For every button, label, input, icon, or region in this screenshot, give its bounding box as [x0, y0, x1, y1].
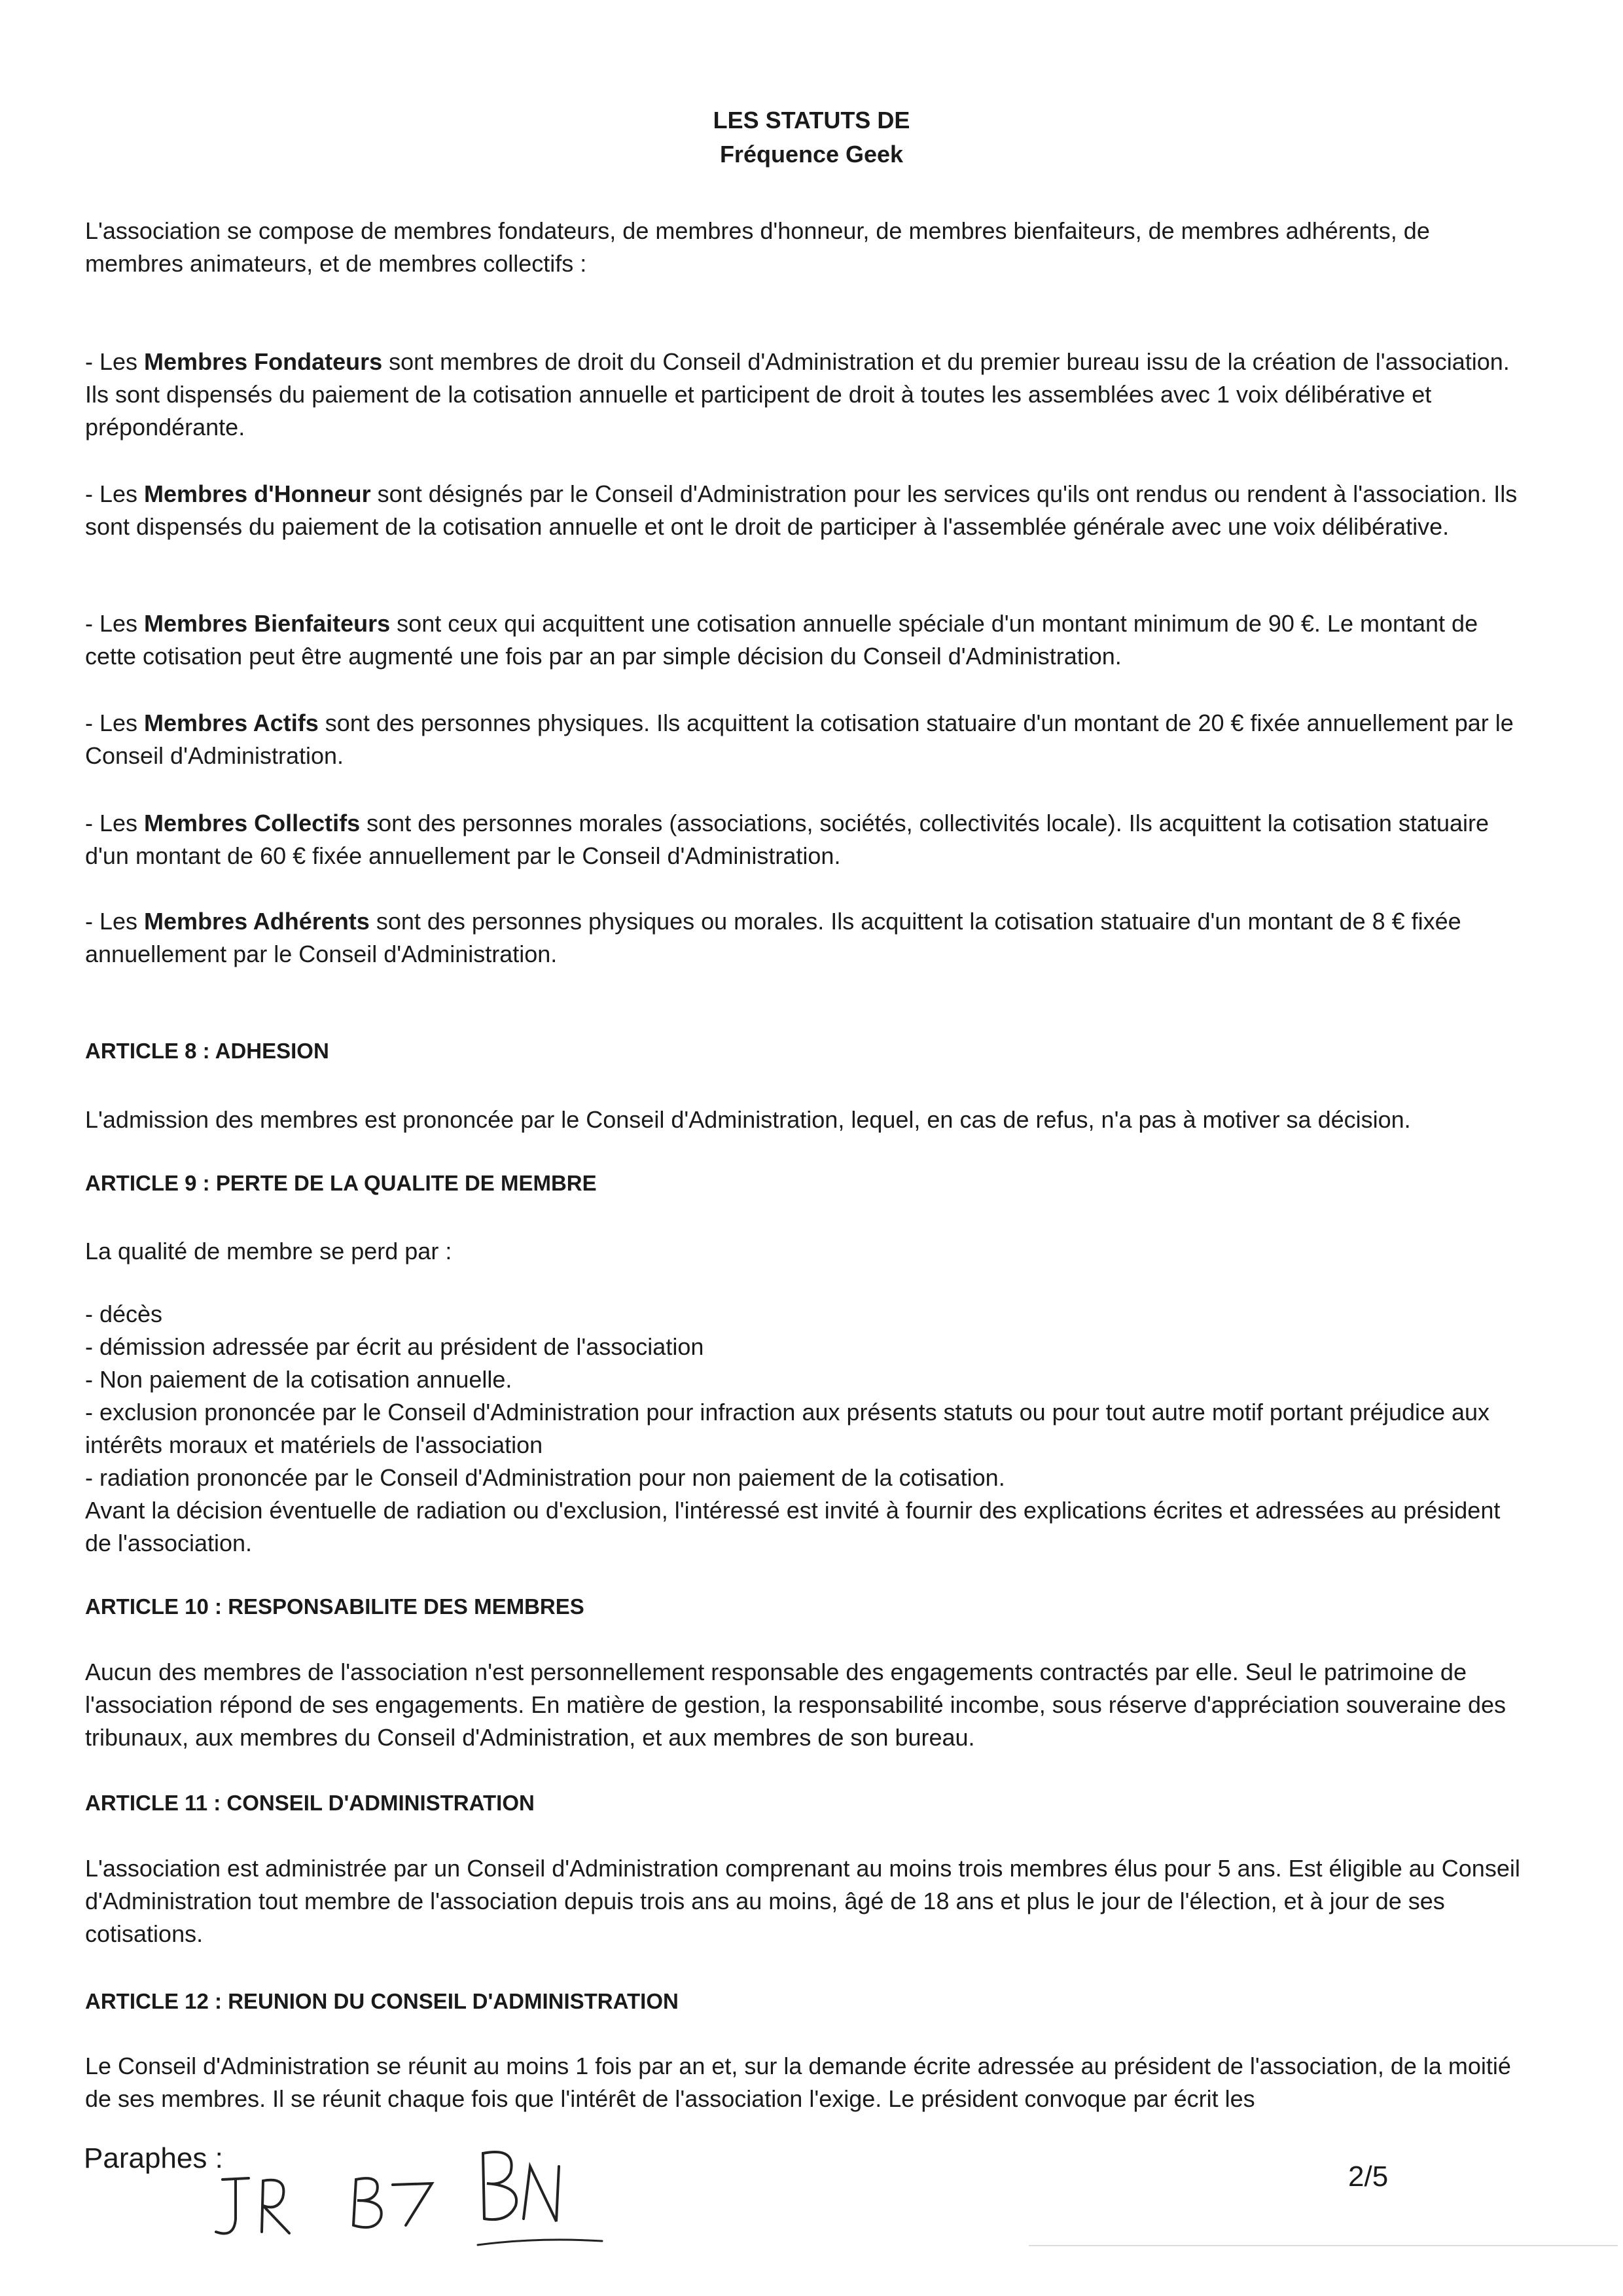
article-8-heading: ARTICLE 8 : ADHESION	[85, 1039, 329, 1063]
article-12-heading: ARTICLE 12 : REUNION DU CONSEIL D'ADMINISTRATION	[85, 1989, 679, 2013]
paraphes-label: Paraphes :	[84, 2142, 223, 2174]
list-item: - décès	[85, 1300, 163, 1327]
member-fondateurs: - Les Membres Fondateurs sont membres de droit du Conseil d'Administration et du premier bureau issu de la création de l'association. Ils sont dispensés du paiement de la cotisation annuelle et participent de droit à toutes les assemblées avec 1 voix délibérative et prépondérante.	[85, 348, 1510, 440]
scan-edge-line	[1029, 2245, 1618, 2246]
article-10-text: Aucun des membres de l'association n'est personnellement responsable des engagements contractés par elle. Seul le patrimoine de l'association répond de ses engagements. En matière de gestion, la responsabilité incombe, sous réserve d'appréciation souveraine des tribunaux, aux membres du Conseil d'Administration, et aux membres de son bureau.	[85, 1659, 1507, 1751]
document-title: LES STATUTS DE	[713, 107, 910, 134]
article-9-intro: La qualité de membre se perd par :	[85, 1238, 452, 1265]
intro-paragraph: L'association se compose de membres fondateurs, de membres d'honneur, de membres bienfaiteurs, de membres adhérents, de membres animateurs, et de membres collectifs :	[85, 217, 1430, 277]
association-name: Fréquence Geek	[719, 141, 904, 168]
list-item: - Non paiement de la cotisation annuelle.	[85, 1366, 512, 1393]
member-honneur: - Les Membres d'Honneur sont désignés par le Conseil d'Administration pour les services qu'ils ont rendus ou rendent à l'association. Ils sont dispensés du paiement de la cotisation annuelle et ont le droit de participer à l'assemblée générale avec une voix délibérative.	[85, 480, 1518, 540]
page-number: 2/5	[1348, 2161, 1389, 2193]
article-11-text: L'association est administrée par un Conseil d'Administration comprenant au moins trois membres élus pour 5 ans. Est éligible au Conseil d'Administration tout membre de l'association depuis trois ans au moins, âgé de 18 ans et plus le jour de l'élection, et à jour de ses cotisations.	[85, 1855, 1520, 1947]
list-item: - démission adressée par écrit au président de l'association	[85, 1333, 704, 1360]
member-actifs: - Les Membres Actifs sont des personnes physiques. Ils acquittent la cotisation statuaire d'un montant de 20 € fixée annuellement par le Conseil d'Administration.	[85, 709, 1514, 769]
article-9-heading: ARTICLE 9 : PERTE DE LA QUALITE DE MEMBRE	[85, 1171, 597, 1195]
article-8-text: L'admission des membres est prononcée par le Conseil d'Administration, lequel, en cas de refus, n'a pas à motiver sa décision.	[85, 1106, 1411, 1133]
article-12-text: Le Conseil d'Administration se réunit au moins 1 fois par an et, sur la demande écrite adressée au président de l'association, de la moitié de ses membres. Il se réunit chaque fois que l'intérêt de l'association l'exige. Le président convoque par écrit les	[85, 2053, 1511, 2112]
list-item: - radiation prononcée par le Conseil d'Administration pour non paiement de la cotisation.	[85, 1464, 1005, 1491]
member-collectifs: - Les Membres Collectifs sont des personnes morales (associations, sociétés, collectivités locale). Ils acquittent la cotisation statuaire d'un montant de 60 € fixée annuellement par le Conseil d'Administration.	[85, 810, 1489, 869]
article-11-heading: ARTICLE 11 : CONSEIL D'ADMINISTRATION	[85, 1791, 535, 1815]
article-9-closing: Avant la décision éventuelle de radiation ou d'exclusion, l'intéressé est invité à fournir des explications écrites et adressées au président de l'association.	[85, 1497, 1501, 1556]
handwritten-initials	[209, 2140, 615, 2258]
member-adherents: - Les Membres Adhérents sont des personnes physiques ou morales. Ils acquittent la cotisation statuaire d'un montant de 8 € fixée annuellement par le Conseil d'Administration.	[85, 908, 1461, 967]
member-bienfaiteurs: - Les Membres Bienfaiteurs sont ceux qui acquittent une cotisation annuelle spéciale d'un montant minimum de 90 €. Le montant de cette cotisation peut être augmenté une fois par an par simple décision du Conseil d'Administration.	[85, 610, 1478, 670]
list-item: - exclusion prononcée par le Conseil d'Administration pour infraction aux présents statuts ou pour tout autre motif portant préjudice aux intérêts moraux et matériels de l'association	[85, 1399, 1490, 1458]
article-9-list	[85, 1298, 1531, 1560]
article-10-heading: ARTICLE 10 : RESPONSABILITE DES MEMBRES	[85, 1594, 584, 1619]
